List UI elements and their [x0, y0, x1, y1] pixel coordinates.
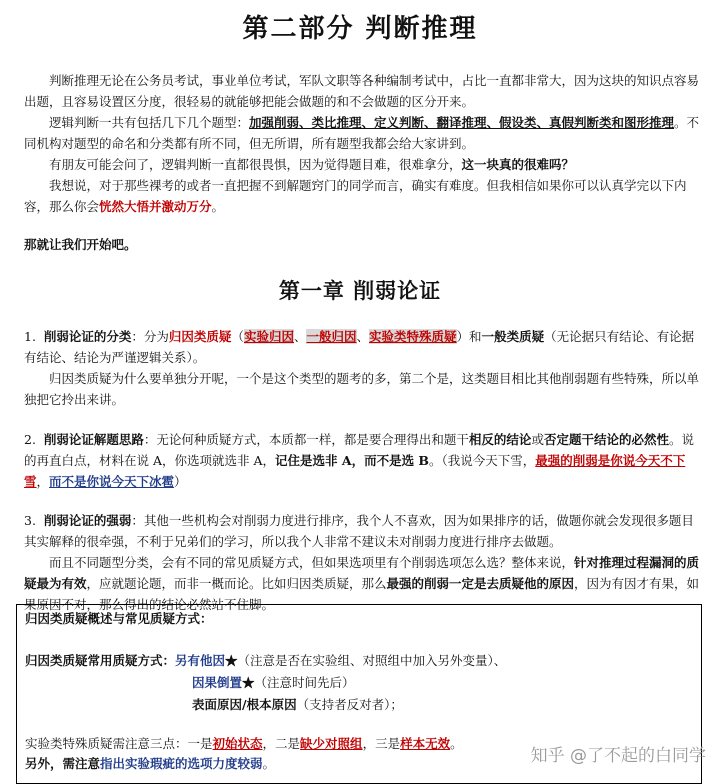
section-1: [24, 326, 700, 368]
section-text: 而且不同题型分类，会有不同的常见质疑方式，但如果选项里有个削弱选项怎么选？整体来说，: [49, 555, 575, 570]
box-text: 。: [450, 736, 463, 751]
box-text: ，二是: [262, 736, 301, 751]
section-number: 2.: [24, 432, 36, 447]
punct: ）: [456, 329, 470, 344]
method-note: （注意时间先后）: [254, 675, 355, 690]
box-text: 另外，需注意: [25, 756, 101, 771]
intro-start: 那就让我们开始吧。: [24, 237, 137, 252]
punct: ，: [36, 474, 50, 489]
section-2: [24, 429, 700, 492]
section-text: ，应就题论题，而非一概而论。比如归因类质疑，那么: [86, 576, 387, 591]
intro-question: 这一块真的很难吗？: [461, 157, 575, 172]
sub-type-3: 实验类特殊质疑: [369, 329, 457, 344]
weak-option: 指出实验瑕疵的选项力度较弱: [100, 756, 263, 771]
point-2: 缺少对照组: [300, 736, 363, 751]
sub-type-2: 一般归因: [306, 329, 357, 344]
key-phrase: 记住是选非 A，而不是选 B: [275, 453, 429, 468]
method-name: 表面原因/根本原因: [192, 697, 297, 712]
punct: （: [231, 329, 244, 344]
star-icon: ★: [242, 675, 255, 690]
key-phrase: 针对推理过程漏洞的质疑最为有效: [24, 555, 700, 591]
intro-text: 判断推理无论在公务员考试，事业单位考试，军队文职等各种编制考试中，占比一直都非常大，因为这块的知识点容易出题，且容易设置区分度，很轻易的就能够把能会做题的和不会做题的区分开来。: [24, 73, 700, 109]
punct: ）: [174, 474, 187, 489]
intro-text: 逻辑判断一共有包括几下几个题型：: [49, 115, 250, 130]
question-types: 加强削弱、类比推理、定义判断、翻译推理、假设类、真假判断类和图形推理: [249, 115, 675, 130]
method-name: 因果倒置: [192, 675, 243, 690]
watermark: 知乎 @了不起的白同学: [530, 746, 706, 766]
box-method-3: [192, 695, 403, 715]
key-phrase: 最强的削弱一定是去质疑他的原因: [386, 576, 575, 591]
part-title: 第二部分 判断推理: [242, 14, 478, 44]
key-phrase: 相反的结论: [468, 432, 532, 447]
section-number: 3.: [24, 513, 36, 528]
box-method-2: [192, 673, 355, 693]
intro-paragraph-2: [24, 112, 700, 154]
section-1-paragraph-2: [24, 368, 700, 410]
box-method-1: [25, 651, 506, 671]
section-3: [24, 510, 700, 552]
point-3: 样本无效: [400, 736, 451, 751]
section-text: ：分为: [131, 329, 169, 344]
section-text: （无论据只有结论、有论据有结论、结论为严谨逻辑关系）。: [24, 329, 695, 365]
box-text: 实验类特殊质疑需注意三点：一是: [25, 736, 213, 751]
intro-text: 有朋友可能会问了，逻辑判断一直都很畏惧，因为觉得题目难，很难拿分，: [49, 157, 462, 172]
box-experiment: [25, 734, 463, 754]
box-text: ，三是: [362, 736, 401, 751]
punct: 、: [293, 329, 307, 344]
chapter-title: 第一章 削弱论证: [278, 278, 442, 303]
section-text: ：无论何种质疑方式，本质都一样，都是要合理得出和题干: [143, 432, 469, 447]
section-heading: 削弱论证的强弱: [43, 513, 132, 528]
intro-text: 。: [211, 199, 225, 214]
section-heading: 削弱论证的分类: [43, 329, 132, 344]
sub-type-1: 实验归因: [243, 329, 294, 344]
red-example: 最强的削弱是你说今天不下雪: [24, 453, 686, 489]
star-icon: ★: [225, 653, 238, 668]
box-last: [25, 754, 275, 774]
box-title: 归因类质疑概述与常见质疑方式：: [25, 611, 213, 626]
section-text: ：其他一些机构会对削弱力度进行排序，我个人不喜欢，因为如果排序的话，做题你就会发现很多题目其实解释的很牵强，不利于兄弟们的学习，所以我个人非常不建议未对削弱力度进行排序去做题。: [24, 513, 694, 549]
attribution-type: 归因类质疑: [168, 329, 232, 344]
intro-text: 。不同机构对题型的命名和分类都有所不同，但无所谓，所有题型我都会给大家讲到。: [24, 115, 700, 151]
intro-paragraph-4: [24, 175, 700, 217]
section-text: 或: [531, 432, 544, 447]
key-phrase: 否定题干结论的必然性: [543, 432, 669, 447]
method-note: （支持者反对者）；: [296, 697, 403, 712]
intro-emphasis: 恍然大悟并激动万分: [99, 199, 212, 214]
method-name: 另有他因: [175, 653, 226, 668]
section-text: 。说的再直白点，材料在说 A，你选项就选非 A，: [24, 432, 694, 468]
method-label: 归因类质疑常用质疑方式：: [25, 653, 176, 668]
box-text: 。: [262, 756, 276, 771]
point-1: 初始状态: [212, 736, 263, 751]
section-text: 和: [469, 329, 482, 344]
section-text: 。（我说今天下雪，: [428, 453, 536, 468]
general-type: 一般类质疑: [481, 329, 545, 344]
intro-text: 我想说，对于那些裸考的或者一直把握不到解题窍门的同学而言，确实有难度。但我相信如果你可以认真学完以下内容，那么你会: [24, 178, 687, 214]
section-heading: 削弱论证解题思路: [43, 432, 144, 447]
section-number: 1.: [24, 329, 36, 344]
section-text: 归因类质疑为什么要单独分开呢，一个是这个类型的题考的多，第二个是，这类题目相比其他削弱题有些特殊，所以单独把它拎出来讲。: [24, 371, 700, 407]
blue-example: 而不是你说今天下冰雹: [49, 474, 175, 489]
punct: 、: [356, 329, 370, 344]
section-text: ，因为有因才有果，如果原因不对，那么得出的结论必然站不住脚。: [24, 576, 700, 612]
intro-paragraph-3: [24, 154, 700, 175]
method-note: （注意是否在实验组、对照组中加入另外变量）、: [237, 653, 507, 668]
intro-paragraph-1: [24, 70, 700, 112]
